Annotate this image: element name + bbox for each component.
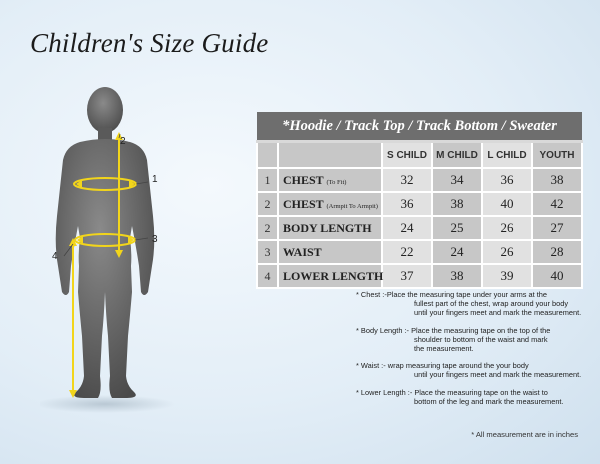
row-label bbox=[278, 216, 382, 240]
note-line: fullest part of the chest, wrap around your body bbox=[414, 299, 569, 309]
row-number: 2 bbox=[257, 192, 278, 216]
cell-value: 40 bbox=[532, 264, 582, 288]
child-silhouette-illustration bbox=[40, 86, 220, 416]
row-label-text: BODY LENGTH bbox=[283, 220, 372, 235]
footnote: * All measurement are in inches bbox=[471, 430, 578, 439]
note-line: bottom of the leg and mark the measurement. bbox=[414, 396, 564, 406]
row-label bbox=[278, 168, 382, 192]
row-number: 2 bbox=[257, 216, 278, 240]
row-number: 3 bbox=[257, 240, 278, 264]
cell-value: 37 bbox=[382, 264, 432, 288]
cell-value: 42 bbox=[532, 192, 582, 216]
column-header-youth: YOUTH bbox=[532, 142, 582, 169]
table-row bbox=[257, 168, 582, 192]
cell-value: 38 bbox=[432, 192, 482, 216]
table-header: *Hoodie / Track Top / Track Bottom / Sweater bbox=[257, 112, 582, 142]
note-term: * Waist :- bbox=[356, 361, 386, 371]
cell-value: 36 bbox=[482, 168, 532, 192]
column-header-l-child: L CHILD bbox=[482, 142, 532, 169]
note-line: until your fingers meet and mark the measurement. bbox=[414, 370, 582, 380]
note-body-length bbox=[356, 326, 586, 354]
table-row bbox=[257, 240, 582, 264]
measurement-notes bbox=[356, 290, 586, 414]
marker-2: 2 bbox=[120, 136, 126, 147]
marker-1: 1 bbox=[152, 174, 158, 185]
cell-value: 40 bbox=[482, 192, 532, 216]
cell-value: 24 bbox=[382, 216, 432, 240]
note-waist bbox=[356, 361, 586, 379]
row-number: 1 bbox=[257, 168, 278, 192]
column-header-s-child: S CHILD bbox=[382, 142, 432, 169]
cell-value: 34 bbox=[432, 168, 482, 192]
label-column-head bbox=[278, 142, 382, 169]
cell-value: 24 bbox=[432, 240, 482, 264]
cell-value: 26 bbox=[482, 216, 532, 240]
cell-value: 28 bbox=[532, 240, 582, 264]
row-label-sub: (Armpit To Armpit) bbox=[326, 202, 378, 210]
note-line: Place the measuring tape on the waist to bbox=[414, 387, 548, 397]
cell-value: 38 bbox=[432, 264, 482, 288]
cell-value: 26 bbox=[482, 240, 532, 264]
cell-value: 22 bbox=[382, 240, 432, 264]
row-label-text: CHEST bbox=[283, 196, 324, 211]
row-label-text: CHEST bbox=[283, 172, 324, 187]
cell-value: 27 bbox=[532, 216, 582, 240]
note-chest bbox=[356, 290, 586, 318]
child-figure bbox=[40, 86, 220, 416]
cell-value: 25 bbox=[432, 216, 482, 240]
cell-value: 32 bbox=[382, 168, 432, 192]
marker-4: 4 bbox=[52, 251, 58, 262]
row-label-text: WAIST bbox=[283, 244, 322, 259]
note-line: Place the measuring tape under your arms at the bbox=[386, 290, 548, 299]
size-table bbox=[256, 112, 583, 289]
column-header-m-child: M CHILD bbox=[432, 142, 482, 169]
note-line: until your fingers meet and mark the measurement. bbox=[414, 308, 582, 318]
table-row bbox=[257, 264, 582, 288]
note-term: * Body Length :- bbox=[356, 325, 410, 335]
row-label bbox=[278, 192, 382, 216]
row-number: 4 bbox=[257, 264, 278, 288]
note-term: * Chest :- bbox=[356, 290, 387, 299]
note-line: the measurement. bbox=[414, 344, 474, 354]
note-line: wrap measuring tape around the your body bbox=[387, 361, 529, 371]
row-label bbox=[278, 240, 382, 264]
row-label-sub: (To Fit) bbox=[326, 178, 347, 186]
note-term: * Lower Length :- bbox=[356, 387, 413, 397]
note-line: Place the measuring tape on the top of the bbox=[411, 325, 551, 335]
cell-value: 36 bbox=[382, 192, 432, 216]
table-row bbox=[257, 216, 582, 240]
row-label-text: LOWER LENGTH bbox=[283, 268, 384, 283]
row-label bbox=[278, 264, 382, 288]
note-lower-length bbox=[356, 388, 586, 406]
table-row bbox=[257, 192, 582, 216]
cell-value: 38 bbox=[532, 168, 582, 192]
page-title: Children's Size Guide bbox=[30, 28, 269, 58]
cell-value: 39 bbox=[482, 264, 532, 288]
marker-3: 3 bbox=[152, 234, 158, 245]
corner-cell bbox=[257, 142, 278, 169]
note-line: shoulder to bottom of the waist and mark bbox=[414, 334, 548, 344]
